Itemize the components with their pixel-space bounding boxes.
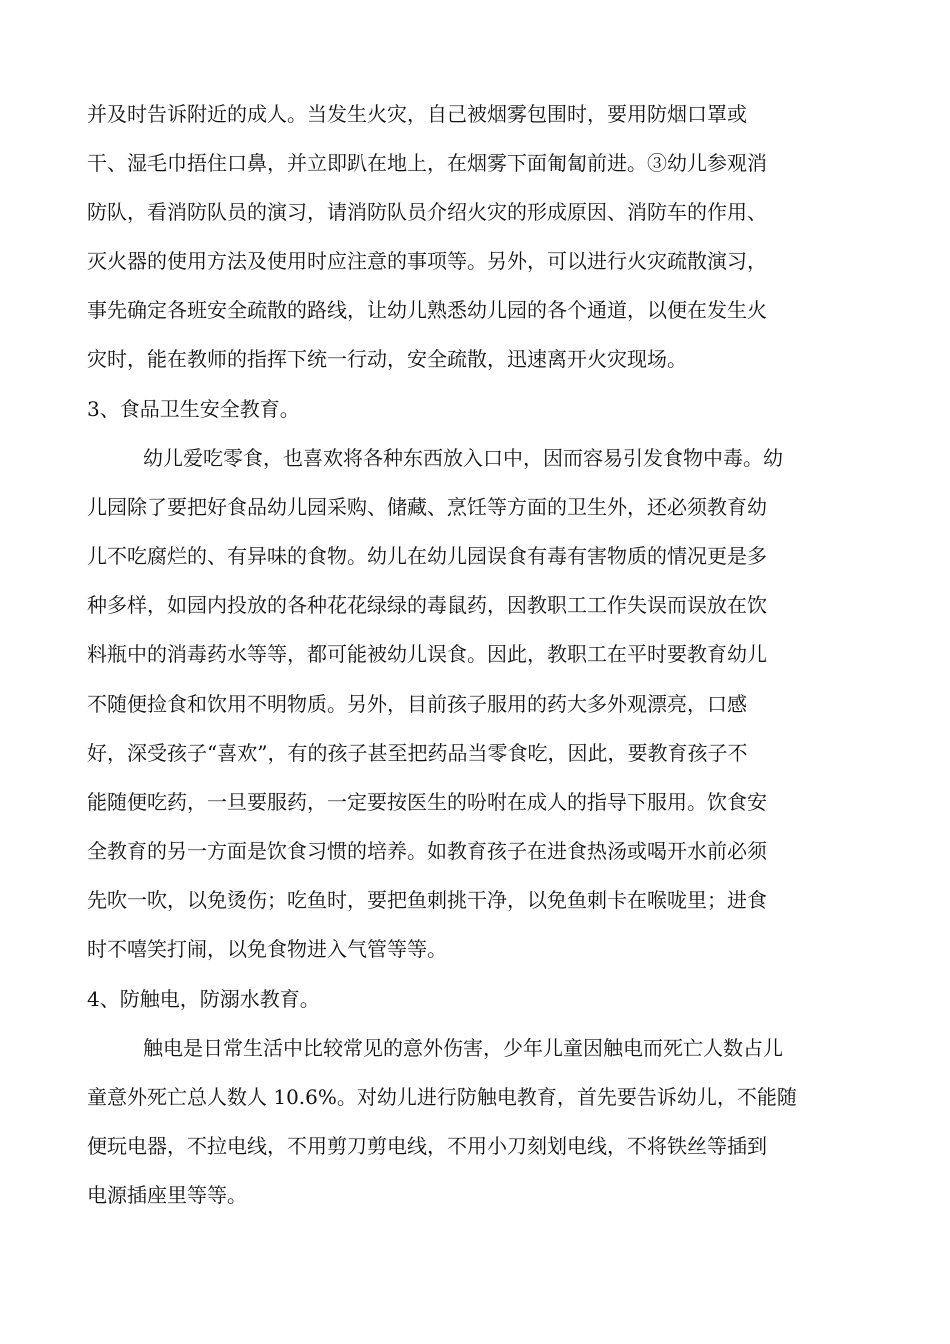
section-heading: 3、食品卫生安全教育。 <box>87 397 300 421</box>
section-heading: 4、防触电，防溺水教育。 <box>87 987 320 1011</box>
text-line: 不随便捡食和饮用不明物质。另外，目前孩子服用的药大多外观漂亮，口感 <box>87 692 747 716</box>
text-line: 种多样，如园内投放的各种花花绿绿的毒鼠药，因教职工工作失误而误放在饮 <box>87 593 767 617</box>
text-line: 全教育的另一方面是饮食习惯的培养。如教育孩子在进食热汤或喝开水前必须 <box>87 839 767 863</box>
text-line: 儿园除了要把好食品幼儿园采购、储藏、烹饪等方面的卫生外，还必须教育幼 <box>87 495 767 519</box>
text-line: 能随便吃药，一旦要服药，一定要按医生的吩咐在成人的指导下服用。饮食安 <box>87 790 767 814</box>
text-line: 触电是日常生活中比较常见的意外伤害，少年儿童因触电而死亡人数占儿 <box>143 1036 783 1060</box>
text-line: 便玩电器，不拉电线，不用剪刀剪电线，不用小刀刻划电线，不将铁丝等插到 <box>87 1134 767 1158</box>
text-line: 灾时，能在教师的指挥下统一行动，安全疏散，迅速离开火灾现场。 <box>87 347 687 371</box>
text-line: 并及时告诉附近的成人。当发生火灾，自己被烟雾包围时，要用防烟口罩或 <box>87 102 747 126</box>
text-line: 先吹一吹，以免烫伤；吃鱼时，要把鱼刺挑干净，以免鱼刺卡在喉咙里；进食 <box>87 888 767 912</box>
text-line: 防队，看消防队员的演习，请消防队员介绍火灾的形成原因、消防车的作用、 <box>87 200 767 224</box>
text-line: 幼儿爱吃零食，也喜欢将各种东西放入口中，因而容易引发食物中毒。幼 <box>143 446 783 470</box>
text-line: 干、湿毛巾捂住口鼻，并立即趴在地上，在烟雾下面匍匐前进。③幼儿参观消 <box>87 151 767 175</box>
text-line: 料瓶中的消毒药水等等，都可能被幼儿误食。因此，教职工在平时要教育幼儿 <box>87 642 767 666</box>
text-line: 时不嘻笑打闹，以免食物进入气管等等。 <box>87 937 447 961</box>
text-line: 灭火器的使用方法及使用时应注意的事项等。另外，可以进行火灾疏散演习， <box>87 249 767 273</box>
text-line: 电源插座里等等。 <box>87 1183 247 1207</box>
text-line: 儿不吃腐烂的、有异味的食物。幼儿在幼儿园误食有毒有害物质的情况更是多 <box>87 544 767 568</box>
text-line: 事先确定各班安全疏散的路线，让幼儿熟悉幼儿园的各个通道，以便在发生火 <box>87 298 767 322</box>
text-line: 好，深受孩子“喜欢”，有的孩子甚至把药品当零食吃，因此，要教育孩子不 <box>87 741 748 765</box>
text-line: 童意外死亡总人数人 10.6%。对幼儿进行防触电教育，首先要告诉幼儿，不能随 <box>87 1085 797 1109</box>
